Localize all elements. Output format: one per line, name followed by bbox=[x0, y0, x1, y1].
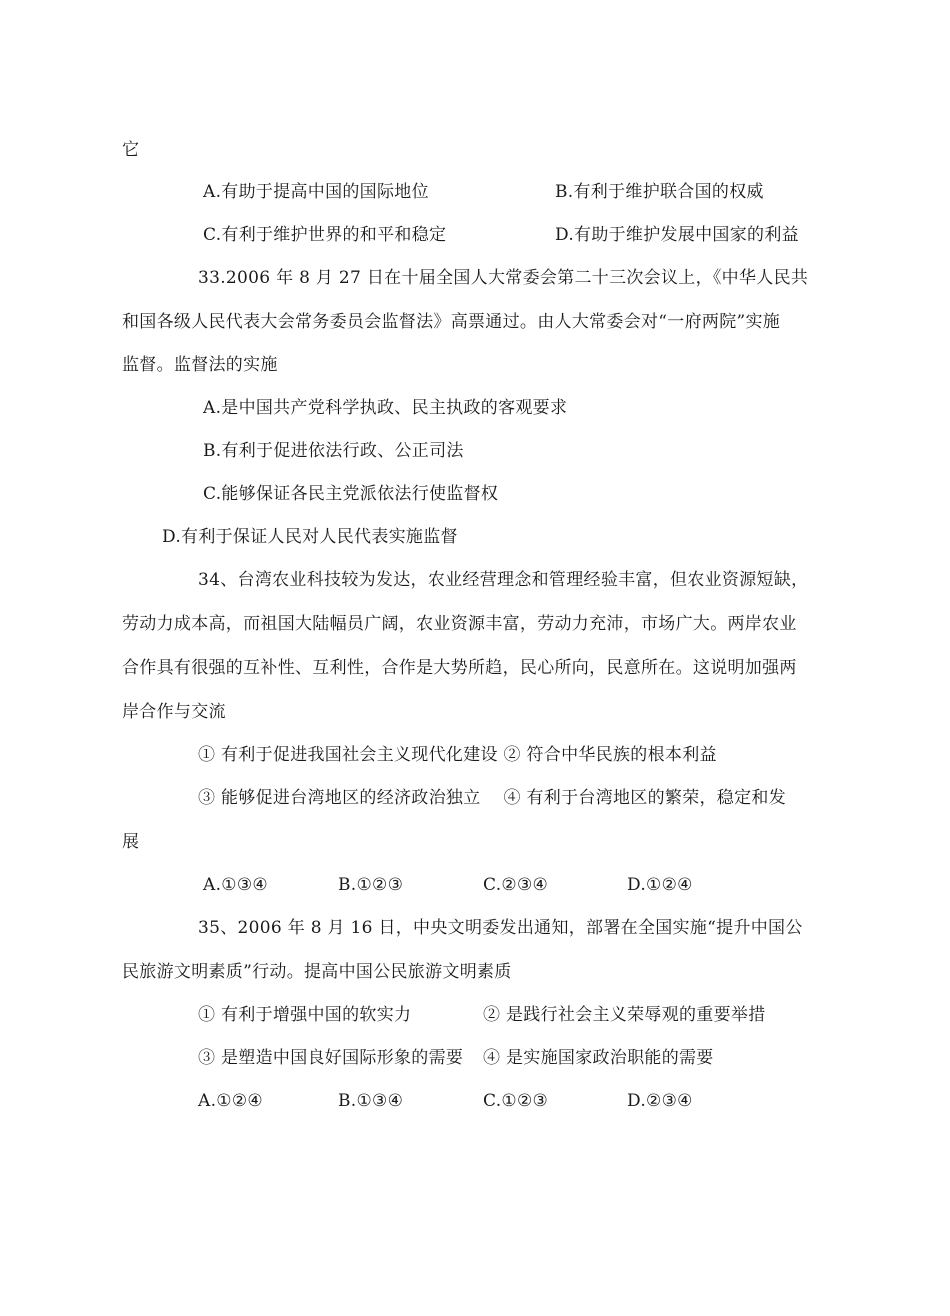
statement-option: ② 是践行社会主义荣辱观的重要举措 bbox=[483, 1005, 766, 1025]
option-a: A.①②④ bbox=[198, 1091, 263, 1111]
option-c: C.②③④ bbox=[483, 875, 549, 895]
option-c: C.①②③ bbox=[483, 1091, 549, 1111]
question-33-text: 监督。监督法的实施 bbox=[122, 355, 278, 375]
question-34-text: 劳动力成本高，而祖国大陆幅员广阔，农业资源丰富，劳动力充沛，市场广大。两岸农业 bbox=[122, 614, 797, 634]
option-a: A.①③④ bbox=[203, 875, 268, 895]
option-d: D.有利于保证人民对人民代表实施监督 bbox=[162, 527, 458, 547]
option-c: C.能够保证各民主党派依法行使监督权 bbox=[203, 484, 499, 504]
option-c: C.有利于维护世界的和平和稳定 bbox=[203, 225, 447, 245]
option-a: A.是中国共产党科学执政、民主执政的客观要求 bbox=[203, 398, 568, 418]
statement-options: ① 有利于促进我国社会主义现代化建设 ② 符合中华民族的根本利益 bbox=[198, 745, 717, 765]
option-b: B.有利于促进依法行政、公正司法 bbox=[203, 441, 464, 461]
statement-options: ③ 能够促进台湾地区的经济政治独立 ④ 有利于台湾地区的繁荣，稳定和发 bbox=[198, 788, 787, 808]
statement-options: 展 bbox=[122, 832, 140, 852]
option-b: B.①③④ bbox=[338, 1091, 404, 1111]
question-33-text: 和国各级人民代表大会常务委员会监督法》高票通过。由人大常委会对“一府两院”实施 bbox=[122, 312, 781, 332]
text-line: 它 bbox=[122, 140, 140, 160]
option-b: B.①②③ bbox=[338, 875, 404, 895]
statement-option: ④ 是实施国家政治职能的需要 bbox=[483, 1048, 714, 1068]
option-d: D.②③④ bbox=[627, 1091, 693, 1111]
question-35-text: 35、2006 年 8 月 16 日，中央文明委发出通知，部署在全国实施“提升中国公 bbox=[198, 918, 803, 938]
option-b: B.有利于维护联合国的权威 bbox=[555, 182, 764, 202]
statement-option: ③ 是塑造中国良好国际形象的需要 bbox=[198, 1048, 464, 1068]
question-34-text: 合作具有很强的互补性、互利性，合作是大势所趋，民心所向，民意所在。这说明加强两 bbox=[122, 658, 797, 678]
question-34-text: 34、台湾农业科技较为发达，农业经营理念和管理经验丰富，但农业资源短缺， bbox=[198, 570, 809, 590]
question-34-text: 岸合作与交流 bbox=[122, 702, 226, 722]
statement-option: ① 有利于增强中国的软实力 bbox=[198, 1005, 412, 1025]
option-d: D.有助于维护发展中国家的利益 bbox=[555, 225, 799, 245]
question-35-text: 民旅游文明素质”行动。提高中国公民旅游文明素质 bbox=[122, 962, 512, 982]
question-33-text: 33.2006 年 8 月 27 日在十届全国人大常委会第二十三次会议上，《中华人民共 bbox=[198, 268, 809, 288]
option-a: A.有助于提高中国的国际地位 bbox=[203, 182, 429, 202]
option-d: D.①②④ bbox=[627, 875, 693, 895]
